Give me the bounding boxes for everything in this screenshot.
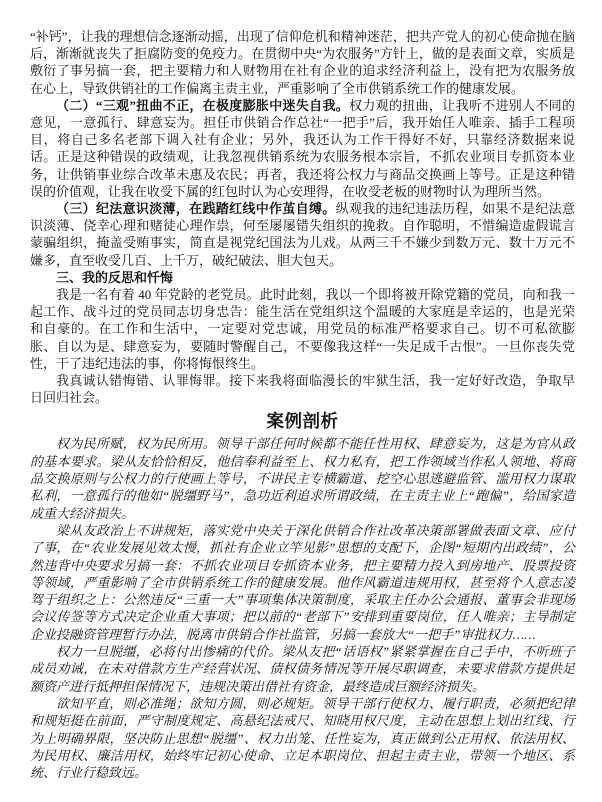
point-3-lead-text: （三）纪法意识淡薄，在践踏红线中作茧自缚。 — [56, 201, 336, 217]
paragraph-point-3 — [30, 200, 575, 269]
analysis-paragraph-3: 权力一旦脱缰，必将付出惨痛的代价。梁从友把“话语权”紧紧掌握在自己手中，不听班子成员劝诫，在未对借款方生产经营状况、债权债务情况等开展尽职调查，未要求借款方提供足额资产进行抵押担保情况下，违规决策出借社有资金，最终造成巨额经济损失。 — [30, 644, 575, 694]
analysis-paragraph-2: 梁从友政治上不讲规矩，落实党中央关于深化供销合作社改革决策部署做表面文章、应付了事，在“农业发展见效太慢，抓社有企业立竿见影”思想的支配下，企图“短期内出政绩”，公然违背中央要求另搞一套：不抓农业项目专抓资本业务，把主要精力投入到房地产、股票投资等领域，严重影响了全市供销系统工作的健康发展。他作风霸道违规用权，甚至将个人意志凌驾于组织之上：公然违反“三重一大”事项集体决策制度，采取主任办公会通报、董事会非现场会议传签等方式决定企业重大事项；把以前的“老部下”安排到重要岗位，任人唯亲；主导制定企业投融资管理暂行办法，脱离市供销合作社监管，另搞一套放大“一把手”审批权力…… — [30, 522, 575, 642]
point-2-body-text: 权力观的扭曲，让我听不进别人不同的意见，一意孤行、肆意妄为。担任市供销合作总社“一把手”后，我开始任人唯亲、插手工程项目，将自己多名老部下调入社有企业；另外，我还认为工作干得好不好，只靠经济数据来说话。正是这种错误的政绩观，让我忽视供销系统为农服务根本宗旨，不抓农业项目专抓资本业务，让供销事业综合改革未惠及农民；再者，我还将公权力与商品交换画上等号。正是这种错误的价值观，让我在收受下属的红包时认为心安理得，在收受老板的财物时认为理所当然。 — [30, 97, 575, 199]
paragraph-reflection-1: 我是一名有着 40 年党龄的老党员。此时此刻，我以一个即将被开除党籍的党员，向和我一起工作、战斗过的党员同志切身忠告：能生活在党组织这个温暖的大家庭是幸运的，也是光荣和自豪的。在工作和生活中，一定要对党忠诚，用党员的标准严格要求自己。切不可私欲膨胀、自以为是、肆意妄为，要随时警醒自己，不要像我这样“一失足成千古恨”。一旦你丧失党性，干了违纪违法的事，你将悔恨终生。 — [30, 287, 575, 371]
paragraph-continuation: “补钙”，让我的理想信念逐渐动摇，出现了信仰危机和精神迷茫，把共产党人的初心使命抛在脑后，渐渐就丧失了拒腐防变的免疫力。在贯彻中央“为农服务”方针上，做的是表面文章，实质是敷衍了事另搞一套，把主要精力和人财物用在社有企业的追求经济利益上，没有把为农服务放在心上，导致供销社的工作偏离主责主业，严重影响了全市供销系统工作的健康发展。 — [30, 29, 575, 96]
point-2-lead-text: （二）“三观”扭曲不正，在极度膨胀中迷失自我。 — [56, 97, 350, 113]
case-analysis-section — [30, 435, 575, 781]
analysis-paragraph-1: 权为民所赋，权为民所用。领导干部任何时候都不能任性用权、肆意妄为，这是为官从政的基本要求。梁从友恰恰相反，他信奉利益至上、权力私有，把工作领域当作私人领地、将商品交换原则与公权力的行使画上等号，不讲民主专横霸道、挖空心思逃避监管、滥用权力谋取私利，一意孤行的他如“脱缰野马”，急功近利追求所谓政绩，在主责主业上“跑偏”，给国家造成重大经济损失。 — [30, 436, 575, 521]
point-3-body-text: 纵观我的违纪违法历程，如果不是纪法意识淡薄、侥幸心理和赌徒心理作祟，何至屡屡错失组织的挽救。自作聪明，不惜编造虚假谎言蒙骗组织，掩盖受贿事实，简直是视党纪国法为儿戏。从两三千不嫌少到数万元、数十万元不嫌多，直至收受几百、上千万，破纪破法、胆大包天。 — [30, 201, 575, 268]
case-analysis-heading: 案例剖析 — [266, 411, 339, 432]
reflection-heading: 三、我的反思和忏悔 — [56, 269, 174, 285]
paragraph-reflection-2: 我真诚认错悔错、认罪悔罪。接下来我将面临漫长的牢狱生活，我一定好好改造，争取早日回归社会。 — [30, 373, 575, 406]
confession-section — [30, 28, 575, 406]
analysis-paragraph-4: 欲知平直，则必准绳；欲知方圆，则必规矩。领导干部行使权力、履行职责，必须把纪律和规矩挺在前面，严守制度规定、高悬纪法戒尺、知晓用权尺度，主动在思想上划出红线、行为上明确界限，坚决防止思想“脱缰”、权力出笼、任性妄为，真正做到公正用权、依法用权、为民用权、廉洁用权，始终牢记初心使命、立足本职岗位、担起主责主业，带领一个地区、系统、行业行稳致远。 — [30, 695, 575, 781]
paragraph-point-2 — [30, 97, 575, 200]
